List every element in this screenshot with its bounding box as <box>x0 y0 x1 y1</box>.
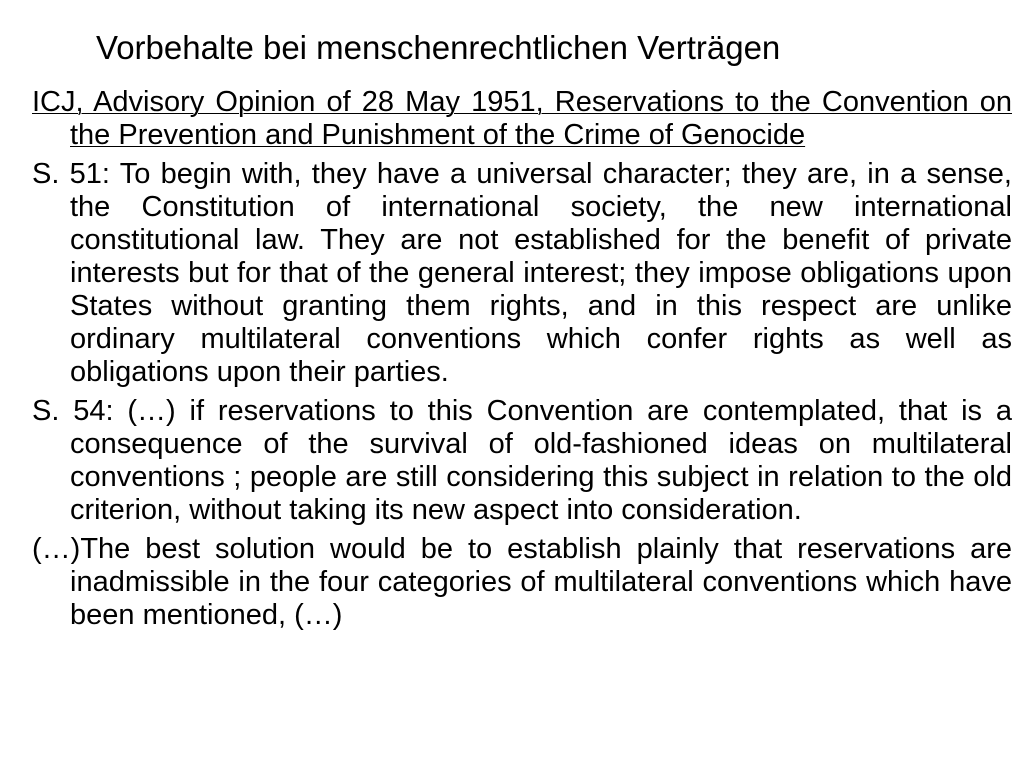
quote-paragraph-conclusion: (…)The best solution would be to establish plainly that reservations are inadmissible in the four categories of multilateral conventions which have been mentioned, (…) <box>32 533 1012 631</box>
quote-paragraph-s54: S. 54: (…) if reservations to this Convention are contemplated, that is a consequence of the survival of old-fashioned ideas on multilateral conventions ; people are still considering this subject in relation to the old criterion, without taking its new aspect into consideration. <box>32 395 1012 526</box>
case-reference: ICJ, Advisory Opinion of 28 May 1951, Reservations to the Convention on the Prevention and Punishment of the Crime of Genocide <box>32 86 1012 151</box>
slide-body <box>32 86 1012 638</box>
quote-paragraph-s51: S. 51: To begin with, they have a universal character; they are, in a sense, the Constitution of international society, the new international constitutional law. They are not established for the benefit of private interests but for that of the general interest; they impose obligations upon States without granting them rights, and in this respect are unlike ordinary multilateral conventions which confer rights as well as obligations upon their parties. <box>32 158 1012 388</box>
slide-title: Vorbehalte bei menschenrechtlichen Verträgen <box>96 29 781 66</box>
